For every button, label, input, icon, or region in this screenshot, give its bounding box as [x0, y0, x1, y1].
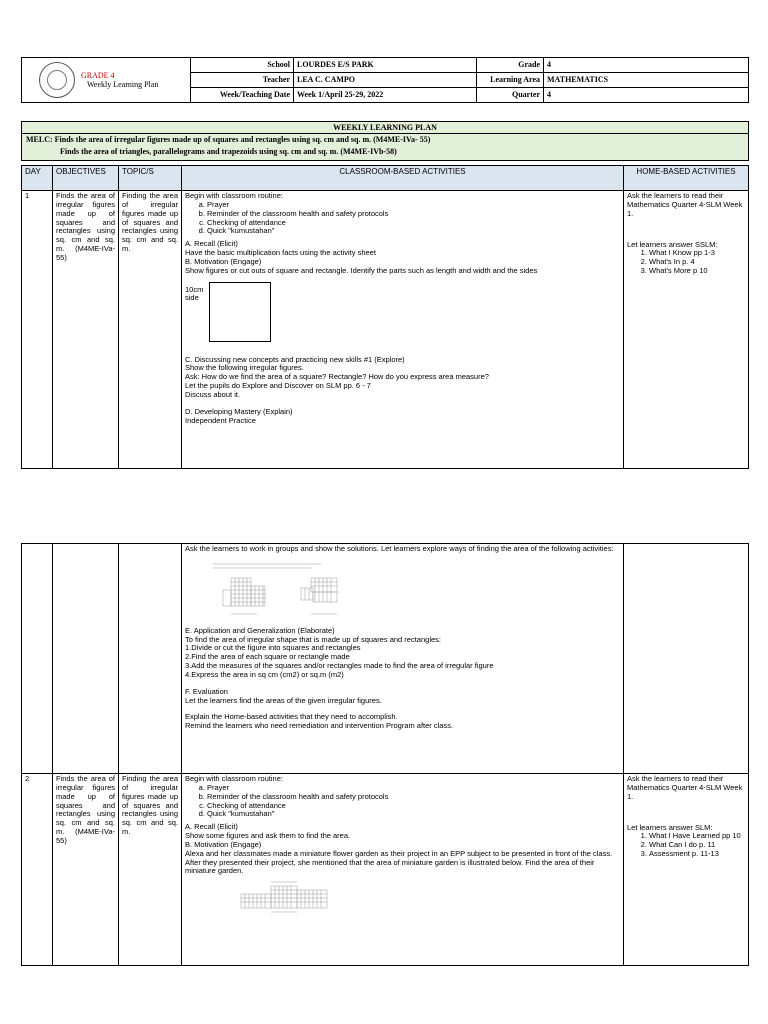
list-item: c. Checking of attendance	[207, 219, 620, 228]
week-value: Week 1/April 25-29, 2022	[294, 88, 477, 103]
home-let: Let learners answer SSLM:	[627, 239, 718, 249]
list-item: 3. Assessment p. 11-13	[649, 850, 745, 859]
cont-home-cell	[624, 544, 749, 774]
square-shape	[209, 282, 271, 342]
melc-line-1: MELC: Finds the area of irregular figures made up of squares and rectangles using sq. cm and sq. m. (M4ME-IVa- 55)	[22, 134, 749, 146]
day-2-number: 2	[22, 774, 53, 966]
mastery-heading: D. Developing Mastery (Explain)	[185, 406, 293, 416]
doc-label: Weekly Learning Plan	[87, 80, 159, 89]
recall-text: Show some figures and ask them to find the area.	[185, 831, 351, 841]
cont-topic-cell	[119, 544, 182, 774]
col-objectives: OBJECTIVES	[53, 166, 119, 191]
col-classroom: CLASSROOM-BASED ACTIVITIES	[182, 166, 624, 191]
col-topics: TOPIC/S	[119, 166, 182, 191]
day-1-number: 1	[22, 191, 53, 469]
list-item: b. Reminder of the classroom health and safety protocols	[207, 793, 620, 802]
melc-line-2: Finds the area of triangles, parallelograms and trapezoids using sq. cm and sq. m. (M4ME-IVb-58)	[22, 146, 749, 161]
day-2-objective: Finds the area of irregular figures made up of squares and rectangles using sq. cm and sq. m. (M4ME-IVa-55)	[53, 774, 119, 966]
cont-classroom-activities	[182, 544, 624, 774]
school-value: LOURDES E/S PARK	[294, 58, 477, 73]
square-label-measure: 10cm	[185, 284, 204, 294]
recall-text: Have the basic multiplication facts using the activity sheet	[185, 248, 376, 258]
list-item: d. Quick "kumustahan"	[207, 227, 620, 236]
list-item: c. Checking of attendance	[207, 802, 620, 811]
quarter-value: 4	[544, 88, 749, 103]
school-label: School	[191, 58, 294, 73]
discuss-heading: C. Discussing new concepts and practicing new skills #1 (Explore)	[185, 354, 405, 364]
quarter-label: Quarter	[477, 88, 544, 103]
week-label: Week/Teaching Date	[191, 88, 294, 103]
apply-line: 3.Add the measures of the squares and/or rectangles made to find the area of irregular figure	[185, 661, 494, 671]
recall-heading: A. Recall (Elicit)	[185, 822, 238, 832]
home-list	[627, 249, 745, 276]
home-list	[627, 832, 745, 859]
discuss-line: Let the pupils do Explore and Discover on SLM pp. 6 - 7	[185, 381, 371, 391]
day-2-home-activities	[624, 774, 749, 966]
day-1-home-activities	[624, 191, 749, 469]
cont-day-cell	[22, 544, 53, 774]
motivation-text: Alexa and her classmates made a miniature flower garden as their project in an EPP subject to be presented in front of the class. After they presented their project, she mentioned that the area of miniature garden is illustrated below. Find the area of their miniature garden.	[185, 848, 613, 876]
motivation-heading: B. Motivation (Engage)	[185, 839, 262, 849]
list-item: 1. What I Have Learned pp 10	[649, 832, 745, 841]
irregular-figures-worksheet-image	[201, 560, 371, 618]
col-home: HOME-BASED ACTIVITIES	[624, 166, 749, 191]
day-1-topic: Finding the area of irregular figures made up of squares and rectangles using sq. cm and sq. m.	[119, 191, 182, 469]
discuss-line: Ask: How do we find the area of a square? Rectangle? How do you express area measure?	[185, 372, 489, 382]
square-figure	[185, 282, 620, 342]
home-intro: Ask the learners to read their Mathematics Quarter 4-SLM Week 1.	[627, 191, 743, 218]
weekly-plan-table-page1	[21, 165, 749, 469]
routine-intro: Begin with classroom routine:	[185, 191, 283, 200]
grade-value: 4	[544, 58, 749, 73]
list-item: b. Reminder of the classroom health and safety protocols	[207, 210, 620, 219]
list-item: 1. What I Know pp 1-3	[649, 249, 745, 258]
list-item: a. Prayer	[207, 201, 620, 210]
routine-list	[185, 784, 620, 819]
routine-intro: Begin with classroom routine:	[185, 774, 283, 783]
col-day: DAY	[22, 166, 53, 191]
apply-line: 1.Divide or cut the figure into squares and rectangles	[185, 643, 361, 653]
day-1-classroom-activities	[182, 191, 624, 469]
apply-heading: E. Application and Generalization (Elaborate)	[185, 625, 335, 635]
deped-seal-icon	[39, 62, 75, 98]
cont-objective-cell	[53, 544, 119, 774]
miniature-garden-figure-image	[221, 880, 371, 914]
home-intro: Ask the learners to read their Mathematics Quarter 4-SLM Week 1.	[627, 774, 743, 801]
list-item: 2. What Can I do p. 11	[649, 841, 745, 850]
discuss-line: Show the following irregular figures.	[185, 363, 304, 373]
plan-title: WEEKLY LEARNING PLAN	[22, 122, 749, 134]
teacher-label: Teacher	[191, 73, 294, 88]
header-table	[21, 57, 749, 103]
evaluation-heading: F. Evaluation	[185, 686, 228, 696]
area-label: Learning Area	[477, 73, 544, 88]
apply-line: 4.Express the area in sq cm (cm2) or sq.m (m2)	[185, 669, 344, 679]
list-item: 2. What's In p. 4	[649, 258, 745, 267]
day-1-objective: Finds the area of irregular figures made up of squares and rectangles using sq. cm and sq. m. (M4ME-IVa-55)	[53, 191, 119, 469]
recall-heading: A. Recall (Elicit)	[185, 239, 238, 249]
grade-field-label: Grade	[477, 58, 544, 73]
weekly-plan-table-page2	[21, 543, 749, 966]
teacher-value: LEA C. CAMPO	[294, 73, 477, 88]
day-2-topic: Finding the area of irregular figures made up of squares and rectangles using sq. cm and sq. m.	[119, 774, 182, 966]
grade-label: GRADE 4	[81, 70, 115, 80]
apply-line: To find the area of irregular shape that is made up of squares and rectangles:	[185, 634, 441, 644]
group-work-intro: Ask the learners to work in groups and show the solutions. Let learners explore ways of finding the area of the following activities:	[185, 544, 614, 553]
routine-list	[185, 201, 620, 236]
apply-line: 2.Find the area of each square or rectangle made	[185, 652, 350, 662]
list-item: a. Prayer	[207, 784, 620, 793]
home-let: Let learners answer SLM:	[627, 822, 713, 832]
motivation-heading: B. Motivation (Engage)	[185, 256, 262, 266]
logo-cell	[22, 58, 191, 103]
list-item: 3. What's More p 10	[649, 267, 745, 276]
plan-title-table	[21, 121, 749, 161]
list-item: d. Quick "kumustahan"	[207, 810, 620, 819]
motivation-text: Show figures or cut outs of square and rectangle. Identify the parts such as length and width and the sides	[185, 265, 538, 275]
day-2-classroom-activities	[182, 774, 624, 966]
area-value: MATHEMATICS	[544, 73, 749, 88]
square-label-side: side	[185, 293, 199, 303]
mastery-text: Independent Practice	[185, 415, 256, 425]
explain-home-text: Explain the Home-based activities that they need to accomplish.	[185, 712, 398, 722]
discuss-line: Discuss about it.	[185, 389, 241, 399]
remind-remediation-text: Remind the learners who need remediation and intervention Program after class.	[185, 721, 454, 731]
evaluation-text: Let the learners find the areas of the given irregular figures.	[185, 695, 382, 705]
